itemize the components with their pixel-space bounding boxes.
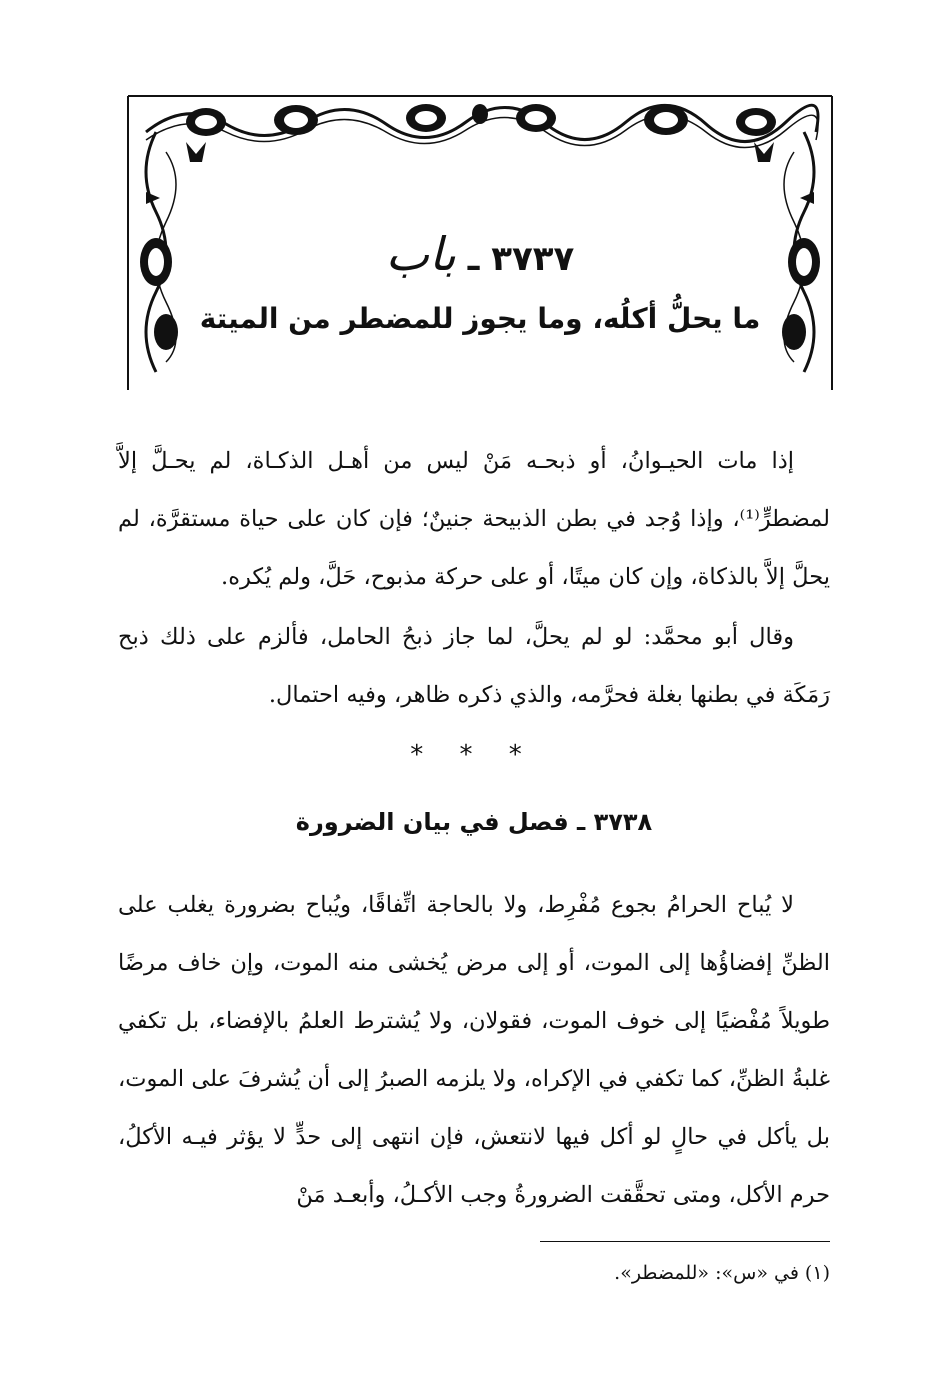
chapter-dash: ـ [467, 239, 480, 279]
chapter-number: ٣٧٣٧ [491, 239, 575, 279]
section-title: ٣٧٣٨ ـ فصل في بيان الضرورة [295, 808, 653, 836]
paragraph-2: وقال أبو محمَّد: لو لم يحلَّ، لما جاز ذبحُ الحامل، فألزم على ذلك ذبح رَمَكَة في بطنها بغلة فحرَّمه، والذي ذكره ظاهر، وفيه احتمال. [118, 624, 830, 708]
chapter-header-frame [126, 92, 834, 392]
paragraph-1: إذا مات الحيـوانُ، أو ذبحـه مَنْ ليس من أهـل الذكـاة، لم يحـلَّ إلاَّ لمضطرٍّ⁽¹⁾، وإذا وُجد في بطن الذبيحة جنينٌ؛ فإن كان على حياة مستقرَّة، لم يحلَّ إلاَّ بالذكاة، وإن كان ميتًا، أو على حركة مذبوح، حَلَّ، ولم يُكره. [118, 448, 830, 590]
chapter-heading [126, 227, 834, 283]
section-paragraph: لا يُباح الحرامُ بجوع مُفْرِط، ولا بالحاجة اتِّفاقًا، ويُباح بضرورة يغلب على الظنِّ إفضاؤُها إلى الموت، أو إلى مرض يُخشى منه الموت، وإن خاف مرضًا طويلاً مُفْضيًا إلى خوف الموت، فقولان، ولا يُشترط العلمُ بالإفضاء، بل تكفي غلبةُ الظنِّ، كما تكفي في الإكراه، ولا يلزمه الصبرُ إلى أن يُشرفَ على الموت، بل يأكل في حالٍ لو أكل فيها لانتعش، فإن انتهى إلى حدٍّ لا يؤثر فيـه الأكلُ، حرم الأكل، ومتى تحقَّقت الضرورةُ وجب الأكـلُ، وأبعـد مَنْ [118, 892, 830, 1208]
chapter-word: باب [385, 227, 456, 281]
footnote: (١) في «س»: «للمضطر». [614, 1262, 830, 1284]
section-separator: * * * [410, 740, 536, 770]
footnote-divider [540, 1241, 830, 1242]
chapter-title: ما يحلُّ أكلُه، وما يجوز للمضطر من الميتة [199, 302, 761, 335]
